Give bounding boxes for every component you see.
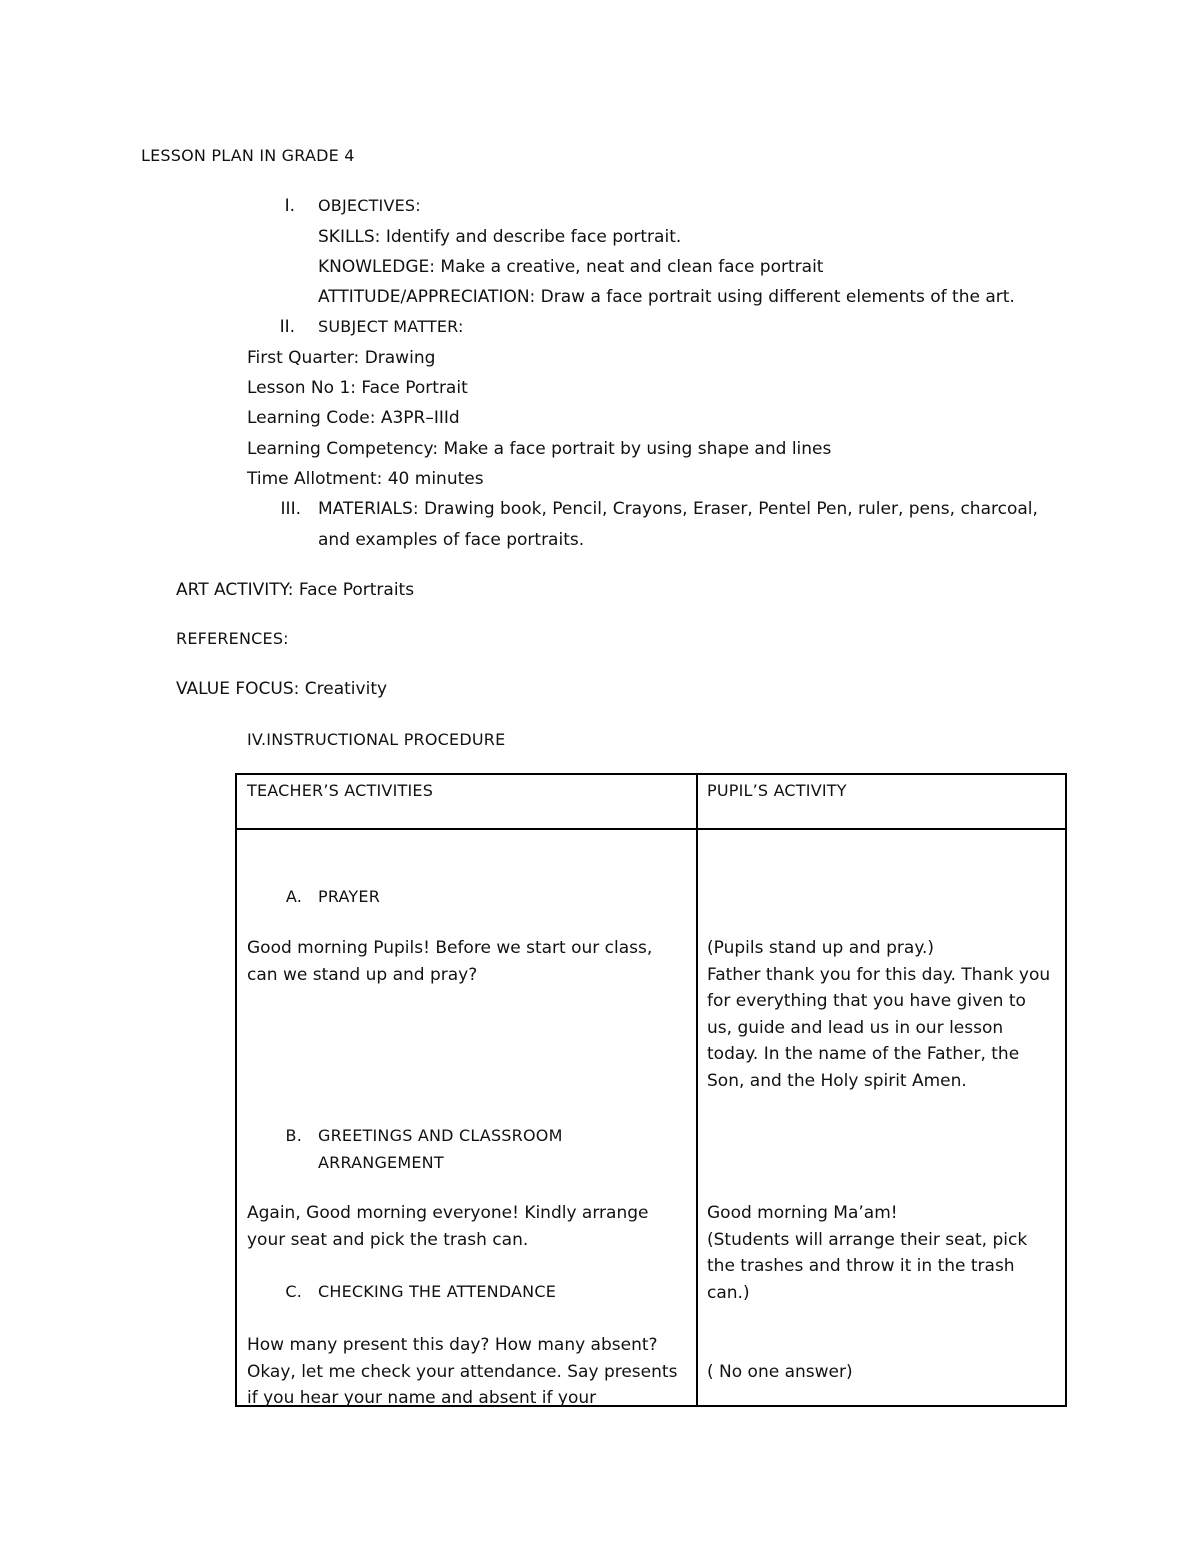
greetings-heading-line: ARRANGEMENT — [318, 1152, 444, 1172]
procedure-heading: IV.INSTRUCTIONAL PROCEDURE — [247, 730, 506, 749]
attendance-teacher-line: if you hear your name and absent if your — [247, 1388, 597, 1408]
attendance-pupil-line: ( No one answer) — [707, 1362, 853, 1382]
objectives-heading: OBJECTIVES: — [318, 196, 421, 215]
greetings-letter: B. — [285, 1126, 302, 1145]
table-header-teacher: TEACHER’S ACTIVITIES — [247, 781, 434, 800]
value-focus: VALUE FOCUS: Creativity — [176, 679, 388, 699]
prayer-pupil-line: today. In the name of the Father, the — [707, 1044, 1020, 1064]
greetings-heading-line: GREETINGS AND CLASSROOM — [318, 1126, 563, 1145]
prayer-pupil-text — [707, 935, 1050, 1094]
prayer-pupil-line: (Pupils stand up and pray.) — [707, 938, 934, 958]
prayer-teacher-text — [247, 935, 652, 988]
attendance-teacher-text — [247, 1332, 677, 1412]
table-header-pupil: PUPIL’S ACTIVITY — [707, 781, 847, 800]
objective-skills: SKILLS: Identify and describe face portrait. — [318, 227, 682, 247]
greetings-teacher-line: Again, Good morning everyone! Kindly arrange — [247, 1203, 649, 1223]
subject-code: Learning Code: A3PR–IIId — [247, 408, 460, 428]
subject-quarter: First Quarter: Drawing — [247, 348, 436, 368]
prayer-pupil-line: for everything that you have given to — [707, 991, 1026, 1011]
greetings-heading — [318, 1123, 563, 1176]
greetings-teacher-line: your seat and pick the trash can. — [247, 1229, 529, 1250]
materials-line-2: and examples of face portraits. — [318, 530, 585, 550]
subject-lesson: Lesson No 1: Face Portrait — [247, 378, 468, 398]
prayer-letter: A. — [285, 887, 302, 906]
page-title: LESSON PLAN IN GRADE 4 — [141, 146, 355, 165]
greetings-pupil-line: the trashes and throw it in the trash — [707, 1256, 1015, 1276]
attendance-heading: CHECKING THE ATTENDANCE — [318, 1282, 557, 1301]
subject-competency: Learning Competency: Make a face portrait by using shape and lines — [247, 439, 832, 459]
objectives-numeral: I. — [284, 196, 295, 216]
greetings-pupil-line: Good morning Ma’am! — [707, 1203, 898, 1223]
table-column-divider — [696, 775, 698, 1405]
prayer-teacher-line: Good morning Pupils! Before we start our class, — [247, 938, 653, 958]
attendance-teacher-line: Okay, let me check your attendance. Say presents — [247, 1361, 678, 1382]
procedure-table — [235, 773, 1067, 1407]
materials-line-1: MATERIALS: Drawing book, Pencil, Crayons, Eraser, Pentel Pen, ruler, pens, charcoal, — [318, 499, 1038, 519]
prayer-heading: PRAYER — [318, 887, 381, 906]
table-header-divider — [237, 828, 1065, 830]
prayer-pupil-line: Son, and the Holy spirit Amen. — [707, 1070, 967, 1091]
prayer-teacher-line: can we stand up and pray? — [247, 964, 478, 985]
references: REFERENCES: — [176, 629, 289, 648]
attendance-teacher-line: How many present this day? How many absent? — [247, 1335, 658, 1355]
prayer-pupil-line: us, guide and lead us in our lesson — [707, 1017, 1004, 1038]
attendance-letter: C. — [285, 1282, 302, 1301]
objective-attitude: ATTITUDE/APPRECIATION: Draw a face portrait using different elements of the art. — [318, 287, 1015, 307]
attendance-pupil-text — [707, 1359, 853, 1386]
subject-matter-numeral: II. — [279, 317, 295, 337]
objective-knowledge: KNOWLEDGE: Make a creative, neat and clean face portrait — [318, 257, 824, 277]
greetings-pupil-line: (Students will arrange their seat, pick — [707, 1229, 1028, 1250]
prayer-pupil-line: Father thank you for this day. Thank you — [707, 964, 1051, 985]
greetings-teacher-text — [247, 1200, 648, 1253]
art-activity: ART ACTIVITY: Face Portraits — [176, 580, 415, 600]
greetings-pupil-line: can.) — [707, 1282, 750, 1303]
materials-numeral: III. — [280, 499, 301, 519]
greetings-pupil-text — [707, 1200, 1027, 1306]
subject-time: Time Allotment: 40 minutes — [247, 469, 484, 489]
subject-matter-heading: SUBJECT MATTER: — [318, 317, 464, 336]
